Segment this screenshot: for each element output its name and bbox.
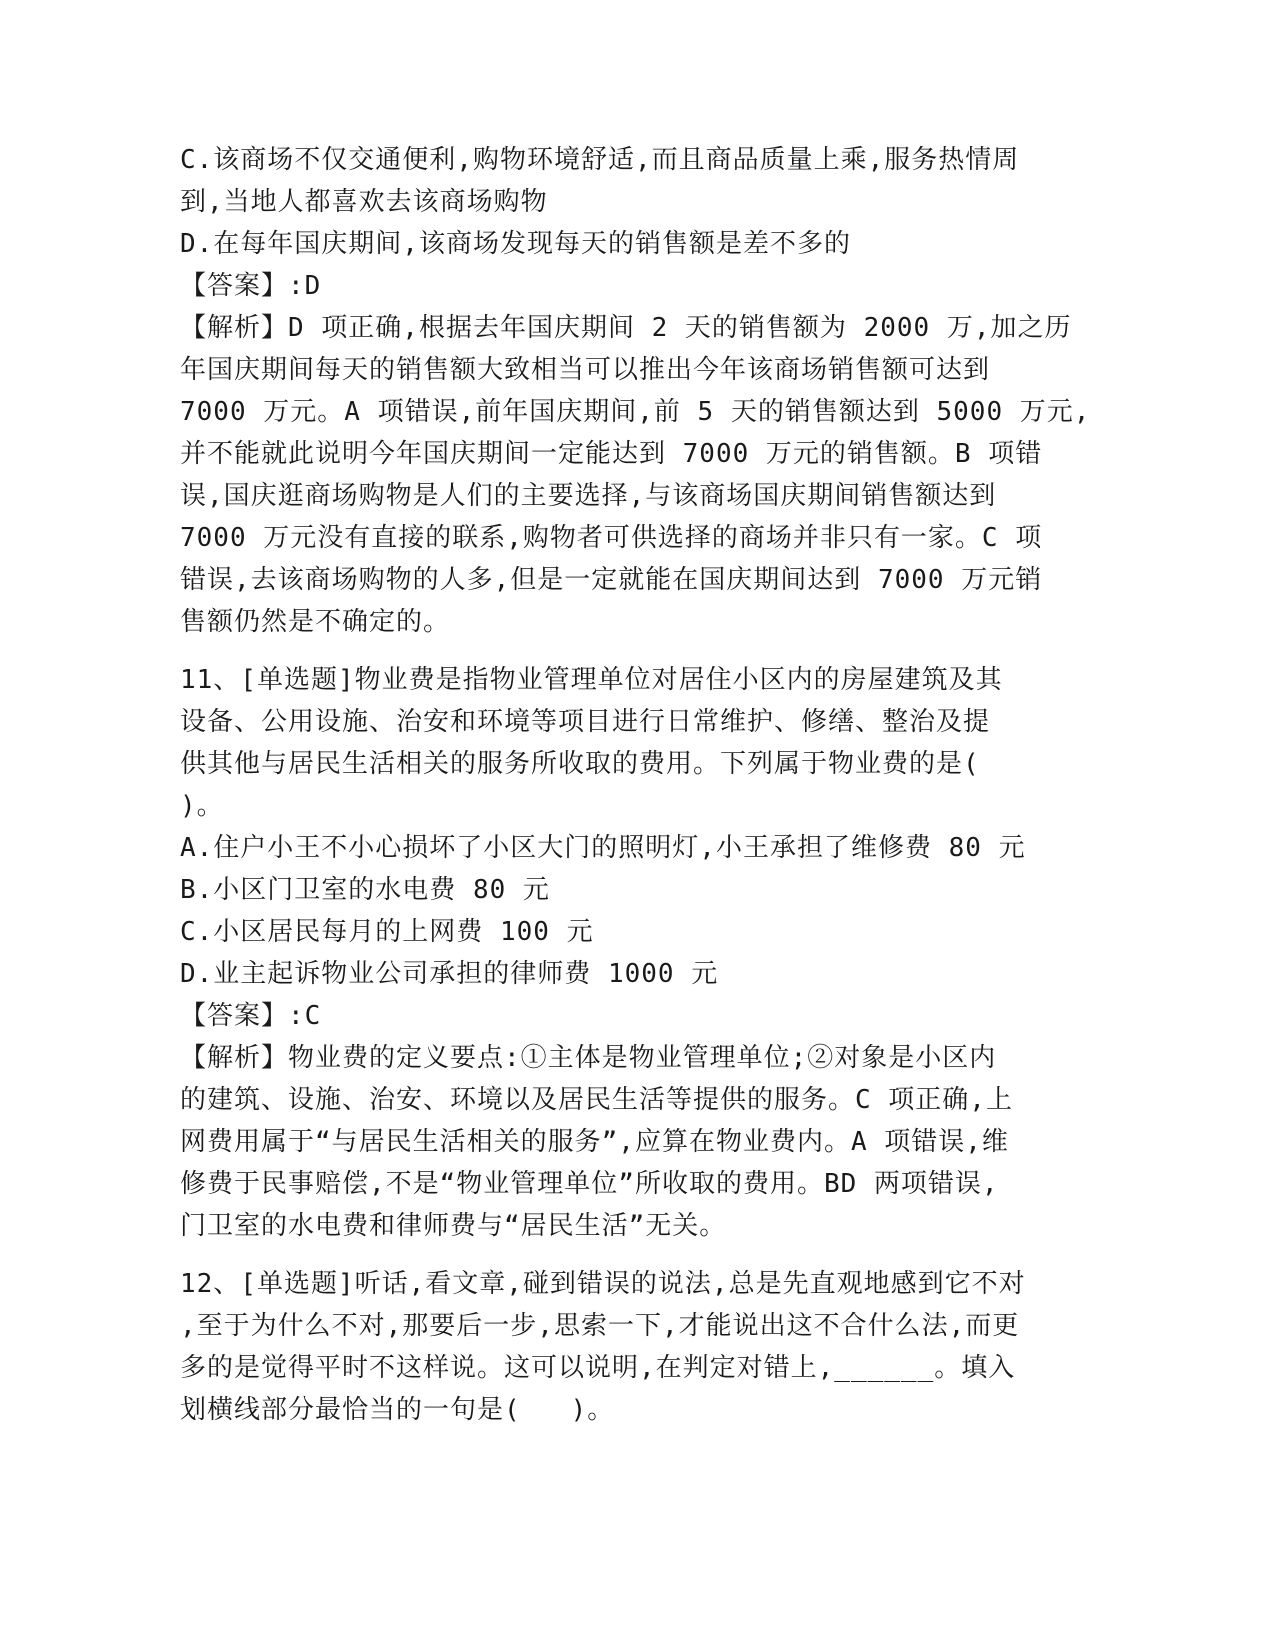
question-stem-line: 12、[单选题]听话,看文章,碰到错误的说法,总是先直观地感到它不对 — [180, 1269, 1026, 1299]
analysis-line: 误,国庆逛商场购物是人们的主要选择,与该商场国庆期间销售额达到 — [180, 481, 997, 511]
analysis-line: 7000 万元没有直接的联系,购物者可供选择的商场并非只有一家。C 项 — [180, 523, 1043, 553]
analysis-line: 修费于民事赔偿,不是“物业管理单位”所收取的费用。BD 两项错误, — [180, 1169, 999, 1199]
question-spacer — [180, 643, 1060, 659]
question-stem-line: ,至于为什么不对,那要后一步,思索一下,才能说出这不合什么法,而更 — [180, 1311, 1020, 1341]
question-10-tail — [180, 139, 1091, 643]
question-stem-line: )。 — [180, 791, 224, 821]
answer: 【答案】:D — [180, 271, 322, 301]
question-12 — [180, 1263, 1060, 1431]
question-stem-line: 供其他与居民生活相关的服务所收取的费用。下列属于物业费的是( — [180, 749, 980, 779]
analysis-line: 门卫室的水电费和律师费与“居民生活”无关。 — [180, 1211, 727, 1241]
option-d: D.业主起诉物业公司承担的律师费 1000 元 — [180, 959, 719, 989]
question-stem-line: 划横线部分最恰当的一句是( )。 — [180, 1395, 615, 1425]
option-c-line-1: C.该商场不仅交通便利,购物环境舒适,而且商品质量上乘,服务热情周 — [180, 145, 1020, 175]
analysis-line: 错误,去该商场购物的人多,但是一定就能在国庆期间达到 7000 万元销 — [180, 565, 1043, 595]
analysis-line: 网费用属于“与居民生活相关的服务”,应算在物业费内。A 项错误,维 — [180, 1127, 1009, 1157]
analysis-line: 年国庆期间每天的销售额大致相当可以推出今年该商场销售额可达到 — [180, 355, 991, 385]
option-c: C.小区居民每月的上网费 100 元 — [180, 917, 594, 947]
question-stem-line: 设备、公用设施、治安和环境等项目进行日常维护、修缮、整治及提 — [180, 707, 991, 737]
question-spacer — [180, 1247, 1060, 1263]
question-11 — [180, 659, 1060, 1247]
question-stem-line: 11、[单选题]物业费是指物业管理单位对居住小区内的房屋建筑及其 — [180, 665, 1003, 695]
option-c-line-2: 到,当地人都喜欢去该商场购物 — [180, 187, 548, 217]
analysis-line: 【解析】物业费的定义要点:①主体是物业管理单位;②对象是小区内 — [180, 1043, 997, 1073]
analysis-line: 并不能就此说明今年国庆期间一定能达到 7000 万元的销售额。B 项错 — [180, 439, 1043, 469]
document-page — [180, 139, 1091, 1431]
analysis-line: 售额仍然是不确定的。 — [180, 607, 451, 637]
answer: 【答案】:C — [180, 1001, 322, 1031]
option-b: B.小区门卫室的水电费 80 元 — [180, 875, 550, 905]
option-a: A.住户小王不小心损坏了小区大门的照明灯,小王承担了维修费 80 元 — [180, 833, 1026, 863]
option-d: D.在每年国庆期间,该商场发现每天的销售额是差不多的 — [180, 229, 851, 259]
question-stem-line: 多的是觉得平时不这样说。这可以说明,在判定对错上,______。填入 — [180, 1353, 1016, 1383]
analysis-line: 的建筑、设施、治安、环境以及居民生活等提供的服务。C 项正确,上 — [180, 1085, 1013, 1115]
analysis-line: 7000 万元。A 项错误,前年国庆期间,前 5 天的销售额达到 5000 万元, — [180, 397, 1091, 427]
analysis-line: 【解析】D 项正确,根据去年国庆期间 2 天的销售额为 2000 万,加之历 — [180, 313, 1072, 343]
